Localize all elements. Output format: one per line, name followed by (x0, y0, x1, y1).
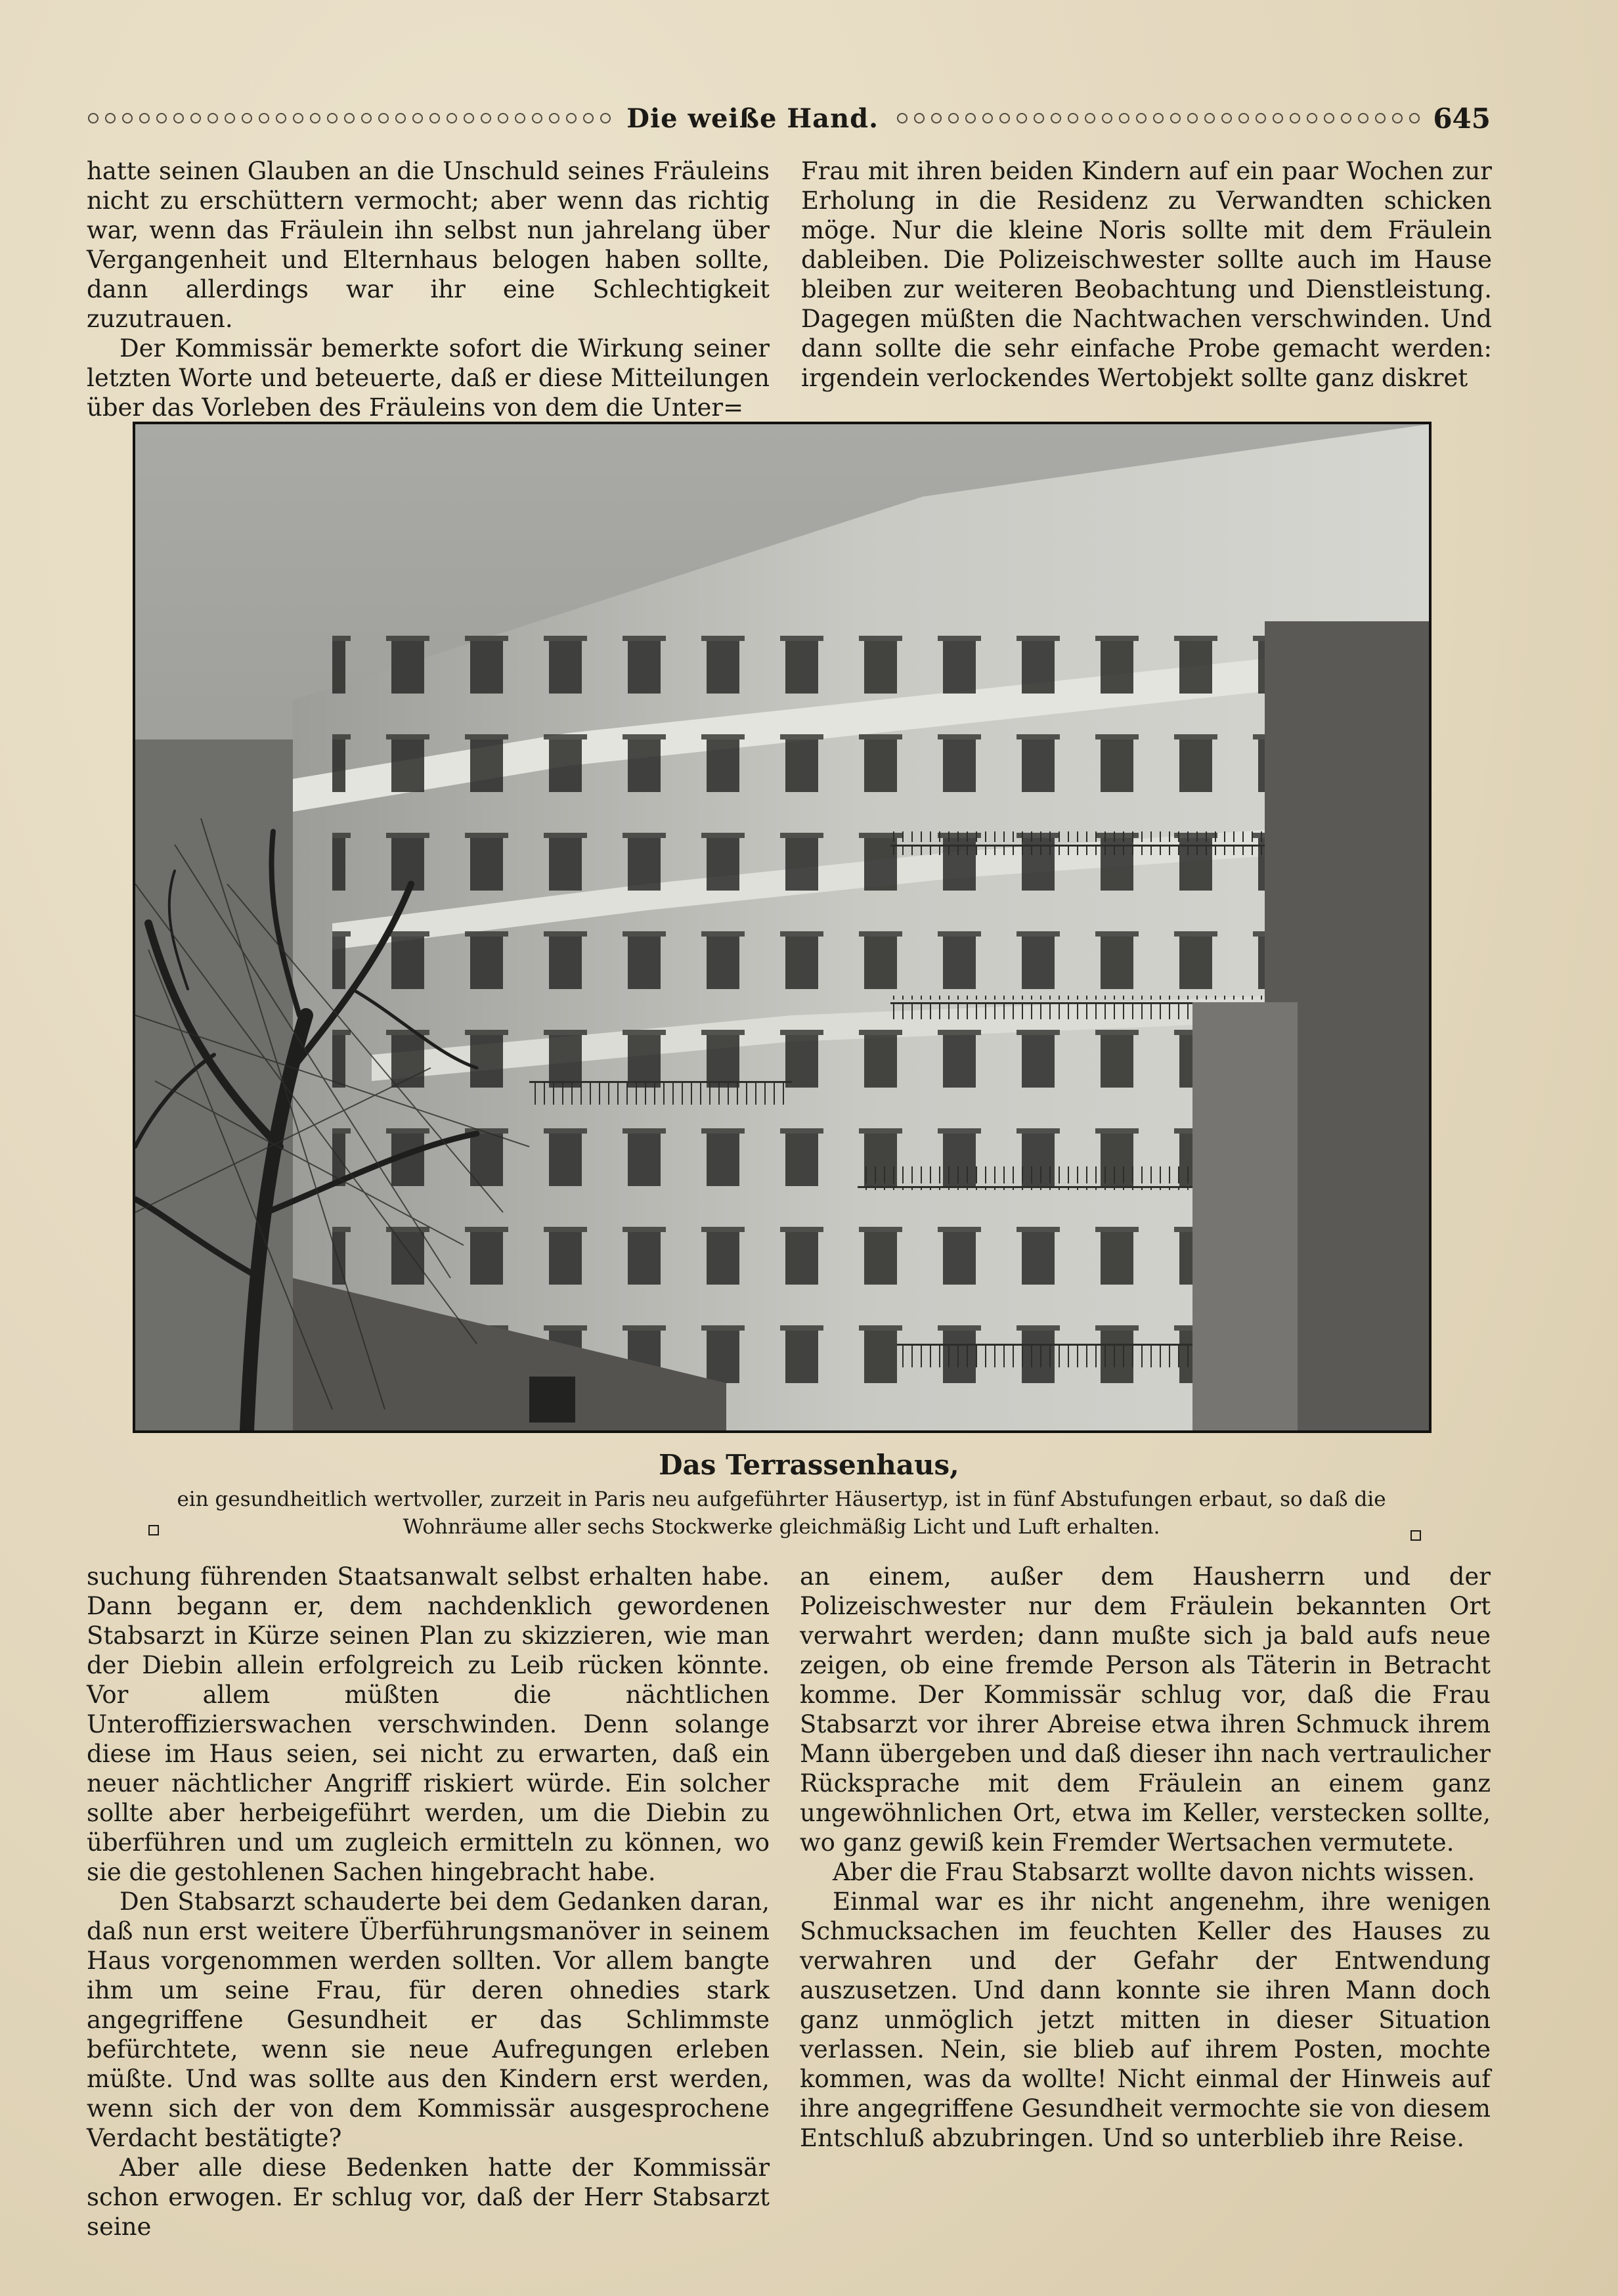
paragraph: hatte seinen Glauben an die Unschuld seines Fräuleins nicht zu erschüttern vermocht; aber wenn das richtig war, wenn das Fräulein ihn selbst nun jahrelang über Vergangenheit und Elternhaus belogen haben sollte, dann allerdings war ihr eine Schlechtigkeit zuzutrauen. (87, 157, 770, 333)
paragraph: Frau mit ihren beiden Kindern auf ein paar Wochen zur Erholung in die Residenz zu Verwandten schicken möge. Nur die kleine Noris sollte mit dem Fräulein dableiben. Die Polizeischwester sollte auch im Hause bleiben zur weiteren Beobachtung und Dienstleistung. Dagegen müßten die Nachtwachen verschwinden. Und dann sollte die sehr einfache Probe gemacht werden: irgendein verlockendes Wertobjekt sollte ganz diskret (801, 157, 1492, 392)
caption-title: Das Terrassenhaus, (659, 1449, 959, 1481)
header-ornament-right (894, 110, 1420, 126)
top-right-column (801, 156, 1492, 393)
paragraph: an einem, außer dem Hausherrn und der Polizeischwester nur dem Fräulein bekannten Ort verwahrt werden; dann mußte sich ja bald aufs neue zeigen, ob eine fremde Person als Täterin in Betracht komme. Der Kommissär schlug vor, daß die Frau Stabsarzt vor ihrer Abreise etwa ihren Schmuck ihrem Mann übergeben und daß dieser ihn nach vertraulicher Rücksprache mit dem Fräulein an einem ganz ungewöhnlichen Ort, etwa im Keller, verstecken sollte, wo ganz gewiß kein Fremder Wertsachen vermutete. (800, 1562, 1491, 1857)
building-illustration (135, 424, 1429, 1430)
header-ornament-left (85, 110, 611, 126)
page-number: 645 (1433, 102, 1491, 135)
paragraph: Einmal war es ihr nicht angenehm, ihre wenigen Schmucksachen im feuchten Keller des Hauses zu verwahren und der Gefahr der Entwendung auszusetzen. Und dann konnte sie ihren Mann doch ganz unmöglich jetzt mitten in dieser Situation verlassen. Nein, sie blieb auf ihrem Posten, mochte kommen, was da wollte! Nicht einmal der Hinweis auf ihre angegriffene Gesundheit vermochte sie von diesem Entschluß abzubringen. Und so unterblieb ihre Reise. (800, 1888, 1491, 2152)
running-header (85, 99, 1491, 138)
caption-marker-left (148, 1525, 159, 1535)
paragraph: Der Kommissär bemerkte sofort die Wirkung seiner letzten Worte und beteuerte, daß er diese Mitteilungen über das Vorleben des Fräuleins von dem die Unter= (87, 334, 770, 422)
bottom-right-column (800, 1562, 1491, 2153)
caption-text: ein gesundheitlich wertvoller, zurzeit in Paris neu aufgeführter Häusertyp, ist in fünf Abstufungen erbaut, so daß die Wohnräume aller sechs Stockwerke gleichmäßig Licht und Luft erhalten. (177, 1488, 1386, 1539)
paragraph: Aber die Frau Stabsarzt wollte davon nichts wissen. (833, 1858, 1476, 1886)
paragraph: Aber alle diese Bedenken hatte der Kommissär schon erwogen. Er schlug vor, daß der Herr Stabsarzt seine (87, 2153, 770, 2241)
header-title: Die weiße Hand. (626, 102, 879, 134)
caption-marker-right (1410, 1530, 1421, 1541)
bottom-left-column (87, 1562, 770, 2241)
paragraph: suchung führenden Staatsanwalt selbst erhalten habe. Dann begann er, dem nachdenklich gewordenen Stabsarzt in Kürze seinen Plan zu skizzieren, wie man der Diebin allein erfolgreich zu Leib rücken könnte. Vor allem müßten die nächtlichen Unteroffizierswachen verschwinden. Denn solange diese im Haus seien, sei nicht zu erwarten, daß ein neuer nächtlicher Angriff riskiert würde. Ein solcher sollte aber herbeigeführt werden, um die Diebin zu überführen und um zugleich ermitteln zu können, wo sie die gestohlenen Sachen hingebracht habe. (87, 1562, 770, 1886)
terrace-house-photo (133, 422, 1432, 1433)
paragraph: Den Stabsarzt schauderte bei dem Gedanken daran, daß nun erst weitere Überführungsmanöver in seinem Haus vorgenommen werden sollten. Vor allem bangte ihm um seine Frau, für deren ohnedies stark angegriffene Gesundheit er das Schlimmste befürchtete, wenn sie neue Aufregungen erleben müßte. Und was sollte aus den Kindern erst werden, wenn sich der von dem Kommissär ausgesprochene Verdacht bestätigte? (87, 1888, 770, 2152)
top-left-column (87, 156, 770, 422)
